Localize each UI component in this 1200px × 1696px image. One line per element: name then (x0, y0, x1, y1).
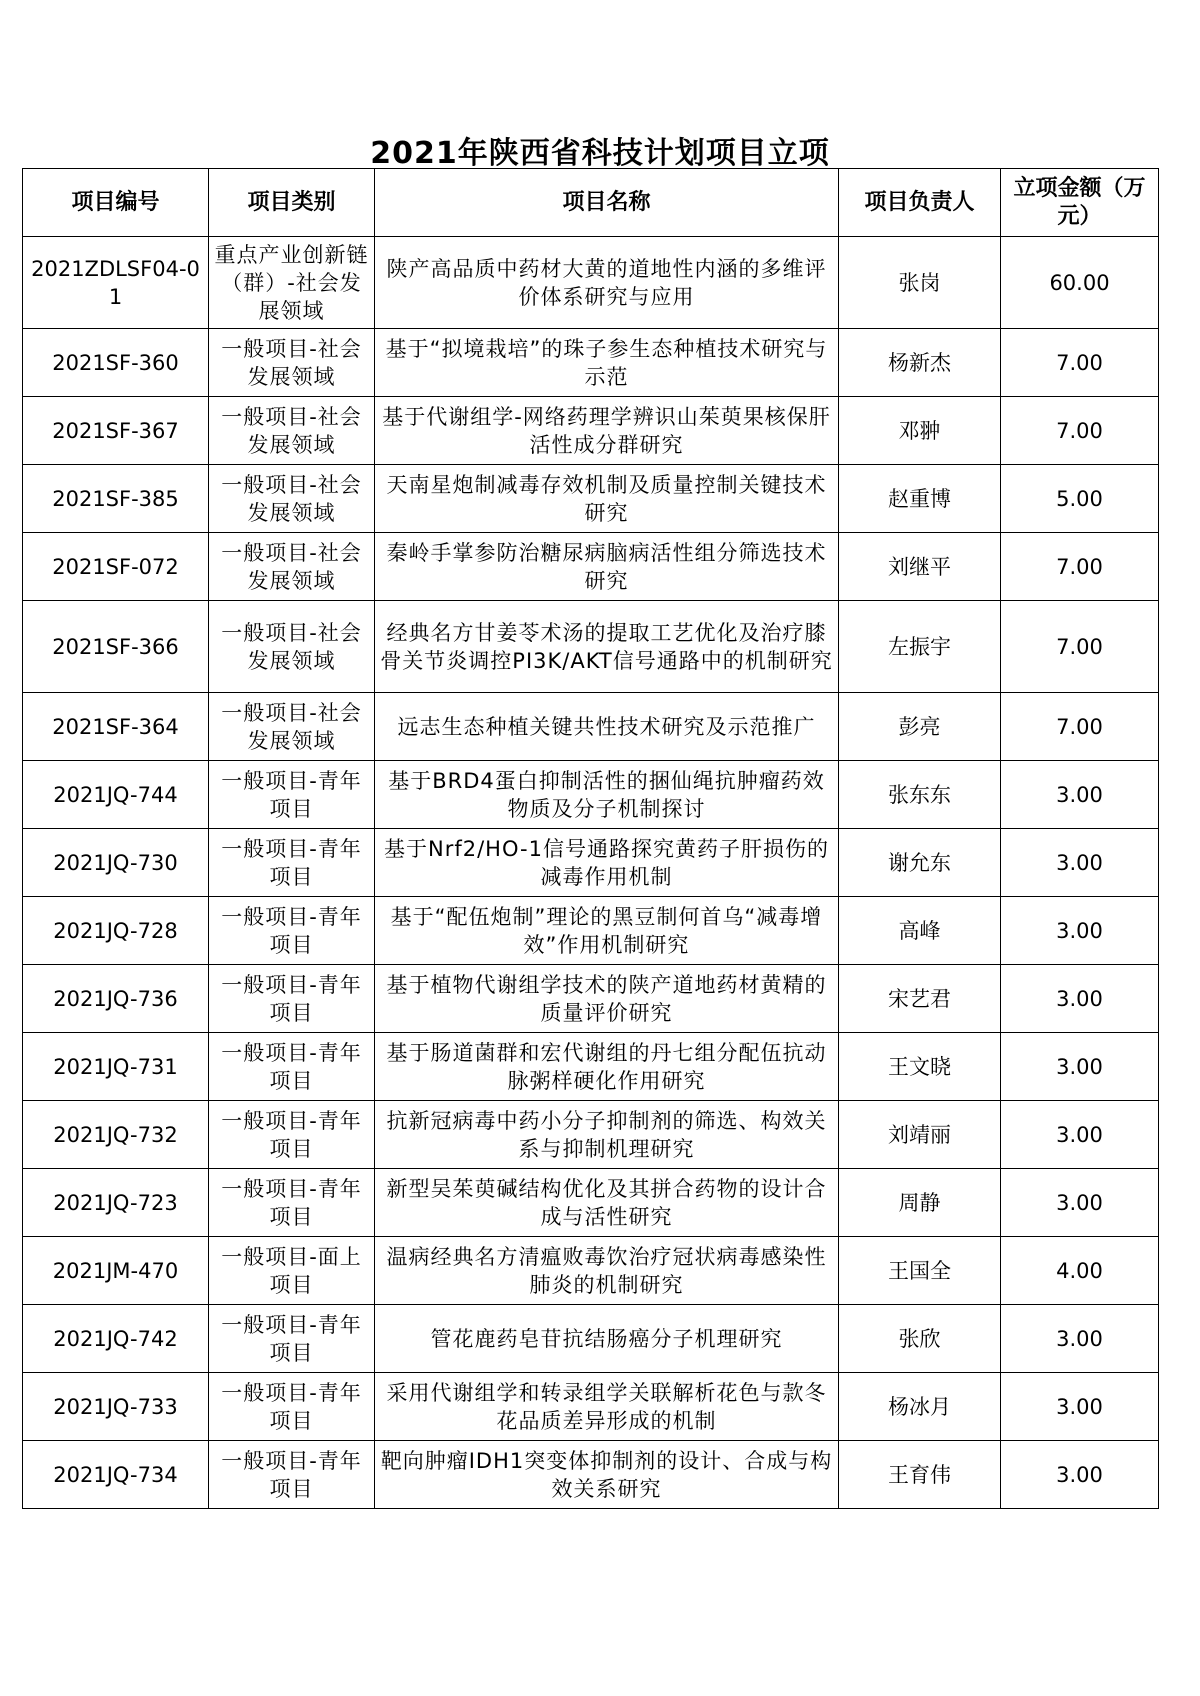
cell-project-category: 重点产业创新链（群）-社会发展领域 (209, 237, 375, 329)
cell-project-name: 管花鹿药皂苷抗结肠癌分子机理研究 (375, 1305, 839, 1373)
cell-project-name: 靶向肿瘤IDH1突变体抑制剂的设计、合成与构效关系研究 (375, 1441, 839, 1509)
cell-funding-amount: 3.00 (1001, 1169, 1159, 1237)
cell-project-name: 经典名方甘姜苓术汤的提取工艺优化及治疗膝骨关节炎调控PI3K/AKT信号通路中的机制研究 (375, 601, 839, 693)
cell-project-name: 基于“拟境栽培”的珠子参生态种植技术研究与示范 (375, 329, 839, 397)
project-table (22, 168, 1159, 1509)
cell-project-id: 2021SF-367 (23, 397, 209, 465)
cell-project-name: 抗新冠病毒中药小分子抑制剂的筛选、构效关系与抑制机理研究 (375, 1101, 839, 1169)
cell-funding-amount: 7.00 (1001, 533, 1159, 601)
cell-project-id: 2021JQ-732 (23, 1101, 209, 1169)
cell-project-id: 2021SF-364 (23, 693, 209, 761)
header-project-category: 项目类别 (209, 169, 375, 237)
cell-project-leader: 宋艺君 (839, 965, 1001, 1033)
cell-project-leader: 张岗 (839, 237, 1001, 329)
cell-project-leader: 彭亮 (839, 693, 1001, 761)
cell-project-leader: 王文晓 (839, 1033, 1001, 1101)
cell-project-id: 2021JQ-742 (23, 1305, 209, 1373)
cell-project-name: 秦岭手掌参防治糖尿病脑病活性组分筛选技术研究 (375, 533, 839, 601)
table-row (23, 329, 1159, 397)
table-row (23, 1169, 1159, 1237)
cell-project-leader: 赵重博 (839, 465, 1001, 533)
header-project-name: 项目名称 (375, 169, 839, 237)
table-header-row (23, 169, 1159, 237)
table-row (23, 1373, 1159, 1441)
cell-project-name: 基于BRD4蛋白抑制活性的捆仙绳抗肿瘤药效物质及分子机制探讨 (375, 761, 839, 829)
cell-project-id: 2021JQ-733 (23, 1373, 209, 1441)
cell-funding-amount: 3.00 (1001, 1441, 1159, 1509)
table-row (23, 601, 1159, 693)
cell-funding-amount: 7.00 (1001, 397, 1159, 465)
table-row (23, 897, 1159, 965)
table-row (23, 237, 1159, 329)
table-row (23, 397, 1159, 465)
cell-project-id: 2021JQ-728 (23, 897, 209, 965)
cell-project-leader: 张欣 (839, 1305, 1001, 1373)
cell-project-id: 2021JQ-744 (23, 761, 209, 829)
cell-project-id: 2021JQ-736 (23, 965, 209, 1033)
cell-project-leader: 左振宇 (839, 601, 1001, 693)
table-row (23, 533, 1159, 601)
table-row (23, 1033, 1159, 1101)
cell-project-category: 一般项目-青年项目 (209, 897, 375, 965)
cell-funding-amount: 7.00 (1001, 693, 1159, 761)
cell-funding-amount: 3.00 (1001, 1101, 1159, 1169)
header-funding-amount: 立项金额（万元） (1001, 169, 1159, 237)
table-row (23, 965, 1159, 1033)
cell-project-category: 一般项目-青年项目 (209, 1305, 375, 1373)
cell-funding-amount: 4.00 (1001, 1237, 1159, 1305)
cell-project-id: 2021SF-360 (23, 329, 209, 397)
table-row (23, 465, 1159, 533)
table-row (23, 693, 1159, 761)
cell-project-category: 一般项目-青年项目 (209, 1441, 375, 1509)
table-row (23, 829, 1159, 897)
table-row (23, 1237, 1159, 1305)
table-row (23, 761, 1159, 829)
document-title: 2021年陕西省科技计划项目立项 (370, 136, 830, 171)
cell-project-name: 基于肠道菌群和宏代谢组的丹七组分配伍抗动脉粥样硬化作用研究 (375, 1033, 839, 1101)
cell-project-category: 一般项目-社会发展领域 (209, 465, 375, 533)
header-project-leader: 项目负责人 (839, 169, 1001, 237)
cell-project-leader: 杨新杰 (839, 329, 1001, 397)
cell-project-id: 2021SF-385 (23, 465, 209, 533)
cell-funding-amount: 3.00 (1001, 965, 1159, 1033)
table-row (23, 1305, 1159, 1373)
cell-project-category: 一般项目-青年项目 (209, 1101, 375, 1169)
cell-project-category: 一般项目-青年项目 (209, 965, 375, 1033)
cell-funding-amount: 60.00 (1001, 237, 1159, 329)
cell-project-category: 一般项目-社会发展领域 (209, 533, 375, 601)
cell-project-name: 基于“配伍炮制”理论的黑豆制何首乌“减毒增效”作用机制研究 (375, 897, 839, 965)
cell-project-name: 远志生态种植关键共性技术研究及示范推广 (375, 693, 839, 761)
cell-project-id: 2021JQ-723 (23, 1169, 209, 1237)
cell-project-leader: 张东东 (839, 761, 1001, 829)
cell-project-category: 一般项目-面上项目 (209, 1237, 375, 1305)
cell-project-category: 一般项目-社会发展领域 (209, 397, 375, 465)
cell-project-name: 基于Nrf2/HO-1信号通路探究黄药子肝损伤的减毒作用机制 (375, 829, 839, 897)
cell-project-leader: 杨冰月 (839, 1373, 1001, 1441)
cell-funding-amount: 3.00 (1001, 1305, 1159, 1373)
cell-funding-amount: 5.00 (1001, 465, 1159, 533)
cell-project-category: 一般项目-社会发展领域 (209, 601, 375, 693)
cell-funding-amount: 7.00 (1001, 601, 1159, 693)
cell-project-leader: 刘继平 (839, 533, 1001, 601)
cell-project-id: 2021JQ-730 (23, 829, 209, 897)
cell-project-name: 基于代谢组学-网络药理学辨识山茱萸果核保肝活性成分群研究 (375, 397, 839, 465)
cell-project-category: 一般项目-社会发展领域 (209, 329, 375, 397)
cell-project-name: 天南星炮制减毒存效机制及质量控制关键技术研究 (375, 465, 839, 533)
cell-project-name: 陕产高品质中药材大黄的道地性内涵的多维评价体系研究与应用 (375, 237, 839, 329)
cell-project-leader: 高峰 (839, 897, 1001, 965)
cell-project-id: 2021SF-072 (23, 533, 209, 601)
cell-project-name: 基于植物代谢组学技术的陕产道地药材黄精的质量评价研究 (375, 965, 839, 1033)
cell-funding-amount: 3.00 (1001, 761, 1159, 829)
cell-project-id: 2021ZDLSF04-01 (23, 237, 209, 329)
table-row (23, 1441, 1159, 1509)
cell-project-leader: 刘靖丽 (839, 1101, 1001, 1169)
cell-project-leader: 谢允东 (839, 829, 1001, 897)
cell-project-id: 2021SF-366 (23, 601, 209, 693)
cell-project-leader: 王国全 (839, 1237, 1001, 1305)
cell-project-name: 新型吴茱萸碱结构优化及其拼合药物的设计合成与活性研究 (375, 1169, 839, 1237)
cell-project-category: 一般项目-青年项目 (209, 1033, 375, 1101)
cell-funding-amount: 3.00 (1001, 829, 1159, 897)
cell-funding-amount: 3.00 (1001, 1033, 1159, 1101)
cell-funding-amount: 7.00 (1001, 329, 1159, 397)
cell-project-leader: 邓翀 (839, 397, 1001, 465)
table-body (23, 237, 1159, 1509)
cell-project-leader: 周静 (839, 1169, 1001, 1237)
cell-project-category: 一般项目-青年项目 (209, 1169, 375, 1237)
cell-project-category: 一般项目-社会发展领域 (209, 693, 375, 761)
table-row (23, 1101, 1159, 1169)
header-project-id: 项目编号 (23, 169, 209, 237)
cell-project-category: 一般项目-青年项目 (209, 1373, 375, 1441)
cell-project-category: 一般项目-青年项目 (209, 761, 375, 829)
cell-project-leader: 王育伟 (839, 1441, 1001, 1509)
cell-project-name: 温病经典名方清瘟败毒饮治疗冠状病毒感染性肺炎的机制研究 (375, 1237, 839, 1305)
cell-project-id: 2021JM-470 (23, 1237, 209, 1305)
cell-project-id: 2021JQ-734 (23, 1441, 209, 1509)
cell-funding-amount: 3.00 (1001, 1373, 1159, 1441)
cell-funding-amount: 3.00 (1001, 897, 1159, 965)
cell-project-category: 一般项目-青年项目 (209, 829, 375, 897)
cell-project-id: 2021JQ-731 (23, 1033, 209, 1101)
cell-project-name: 采用代谢组学和转录组学关联解析花色与款冬花品质差异形成的机制 (375, 1373, 839, 1441)
